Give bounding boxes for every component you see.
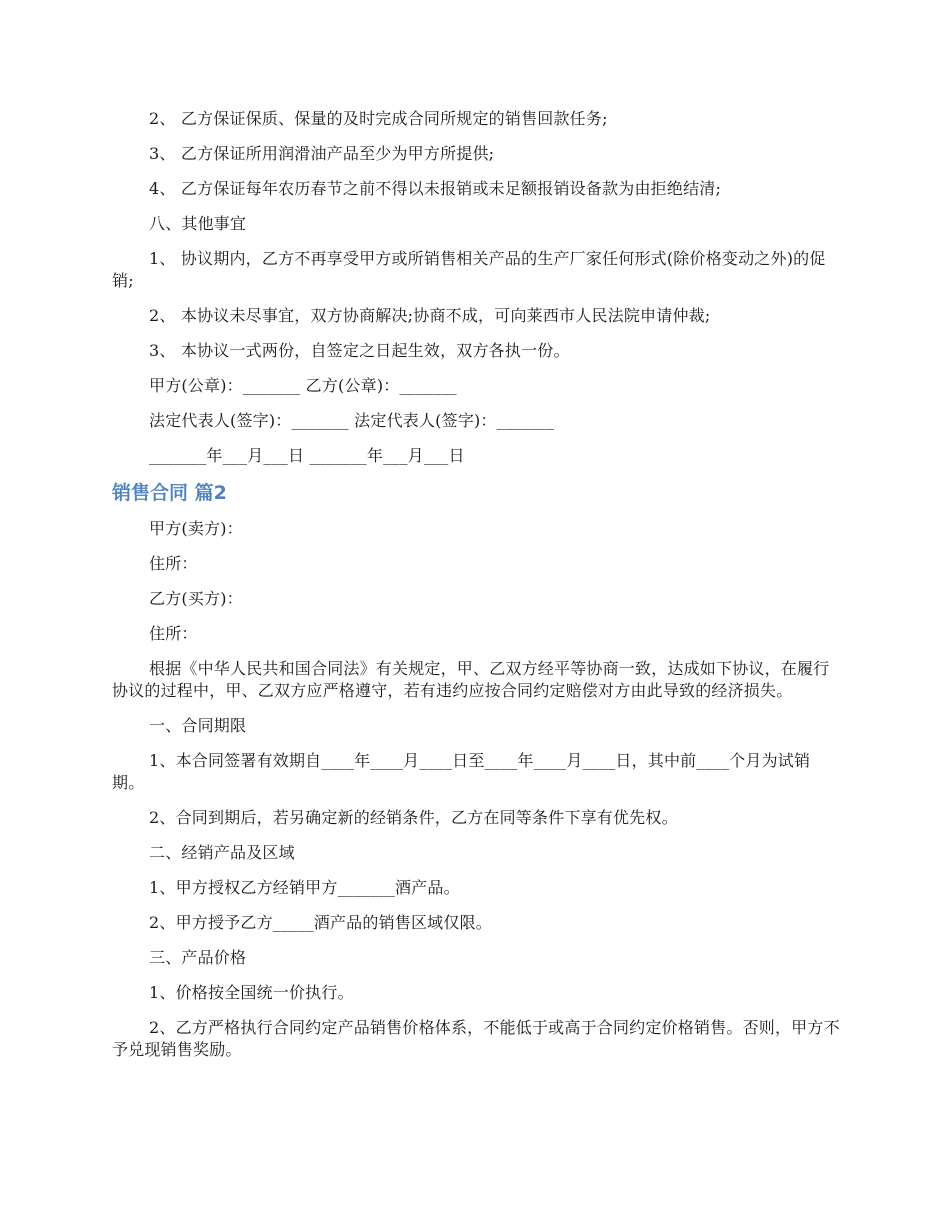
signature-line: 法定代表人(签字)：_______ 法定代表人(签字)：_______ [149,411,555,430]
date-line: _______年___月___日 _______年___月___日 [149,446,465,465]
paragraph: 2、甲方授予乙方_____酒产品的销售区域仅限。 [149,913,492,932]
paragraph: 2、合同到期后，若另确定新的经销条件，乙方在同等条件下享有优先权。 [149,808,678,827]
address-field: 住所： [149,624,198,643]
paragraph: 根据《中华人民共和国合同法》有关规定，甲、乙双方经平等协商一致，达成如下协议，在履行协议的过程中，甲、乙双方应严格遵守，若有违约应按合同约定赔偿对方由此导致的经济损失。 [112,659,830,700]
paragraph: 1、本合同签署有效期自____年____月____日至____年____月____日，其中前____个月为试销期。 [112,751,811,792]
paragraph: 2、 乙方保证保质、保量的及时完成合同所规定的销售回款任务; [149,109,608,128]
paragraph: 1、 协议期内，乙方不再享受甲方或所销售相关产品的生产厂家任何形式(除价格变动之外)的促销; [112,249,826,290]
paragraph: 1、价格按全国统一价执行。 [149,983,354,1002]
paragraph: 2、 本协议未尽事宜，双方协商解决;协商不成，可向莱西市人民法院申请仲裁; [149,306,711,325]
section-heading: 销售合同 篇2 [112,482,227,504]
signature-line: 甲方(公章)：_______ 乙方(公章)：_______ [149,376,457,395]
party-field: 甲方(卖方)： [149,519,243,538]
paragraph: 2、乙方严格执行合同约定产品销售价格体系，不能低于或高于合同约定价格销售。否则，甲方不予兑现销售奖励。 [112,1018,840,1059]
party-field: 乙方(买方)： [149,589,243,608]
document-page [112,108,840,1074]
section-title: 二、经销产品及区域 [149,843,295,862]
section-title: 三、产品价格 [149,948,247,967]
paragraph: 3、 本协议一式两份，自签定之日起生效，双方各执一份。 [149,341,570,360]
section-title: 八、其他事宜 [149,214,247,233]
section-title: 一、合同期限 [149,716,247,735]
paragraph: 4、 乙方保证每年农历春节之前不得以未报销或未足额报销设备款为由拒绝结清; [149,179,722,198]
paragraph: 3、 乙方保证所用润滑油产品至少为甲方所提供; [149,144,495,163]
address-field: 住所： [149,554,198,573]
paragraph: 1、甲方授权乙方经销甲方_______酒产品。 [149,878,460,897]
